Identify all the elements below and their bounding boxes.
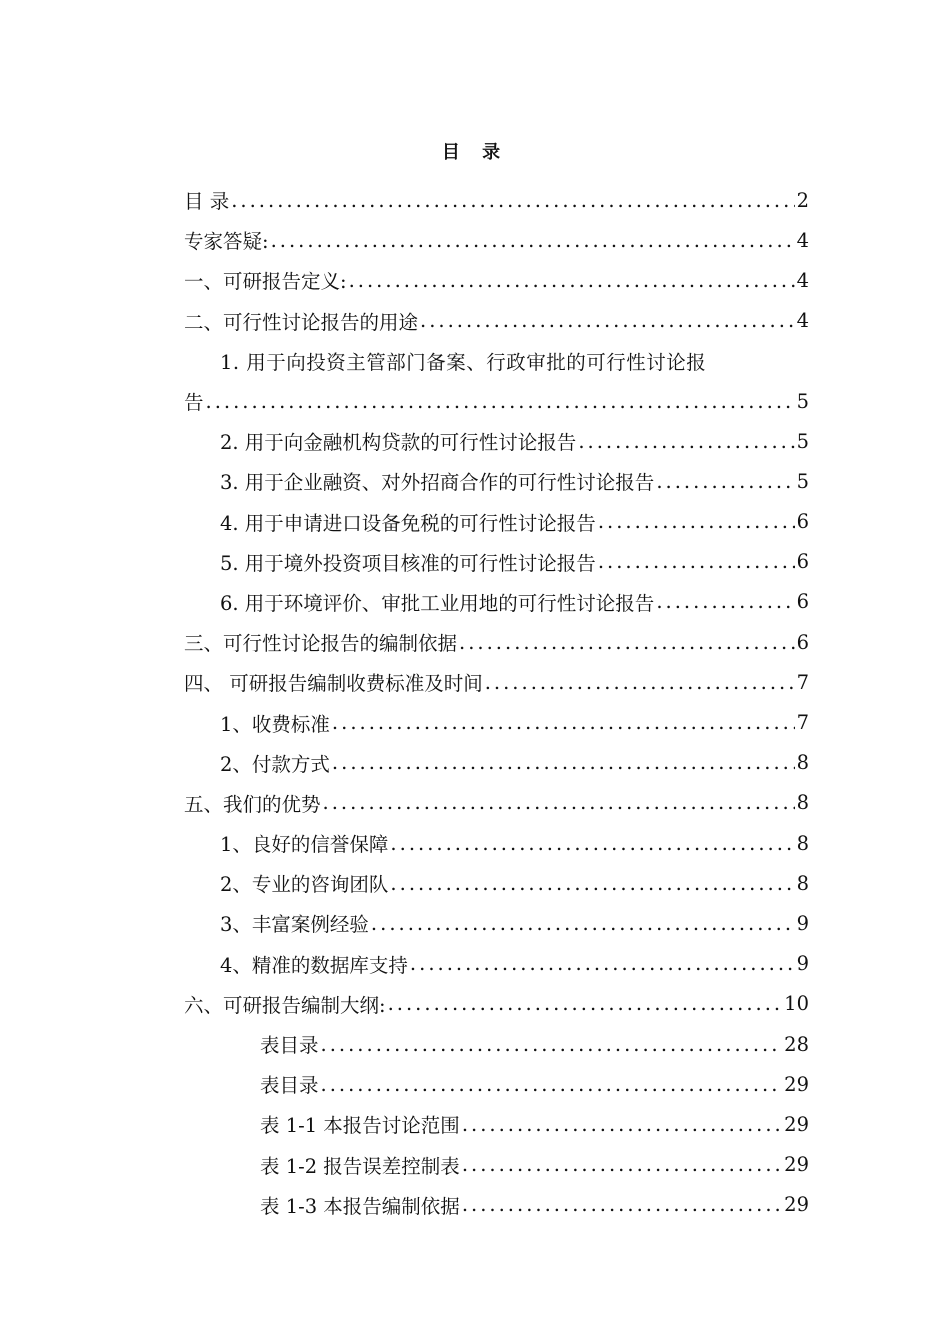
toc-entry[interactable] bbox=[184, 502, 809, 542]
toc-page-number: 4 bbox=[796, 268, 809, 292]
toc-entry[interactable] bbox=[184, 542, 809, 582]
toc-entry-wrapped-line[interactable] bbox=[184, 341, 809, 381]
dot-leader bbox=[390, 832, 794, 855]
dot-leader bbox=[598, 510, 795, 533]
dot-leader bbox=[371, 912, 795, 935]
toc-entry[interactable] bbox=[184, 622, 809, 662]
toc-entry[interactable] bbox=[184, 582, 809, 622]
toc-entry-label: 表 1-3 本报告编制依据 bbox=[260, 1194, 460, 1218]
toc-entry-label: 专家答疑: bbox=[184, 230, 269, 254]
toc-page-number: 29 bbox=[784, 1193, 809, 1217]
toc-page-number: 6 bbox=[796, 550, 809, 574]
toc-entry-label: 告 bbox=[184, 391, 204, 415]
toc-entry-label: 2、付款方式 bbox=[220, 752, 330, 776]
toc-entry-label: 5. 用于境外投资项目核准的可行性讨论报告 bbox=[220, 551, 596, 575]
toc-page-number: 8 bbox=[796, 751, 809, 775]
toc-entry[interactable] bbox=[184, 984, 809, 1024]
toc-entry[interactable] bbox=[184, 1064, 809, 1104]
toc-page-number: 6 bbox=[796, 590, 809, 614]
toc-entry[interactable] bbox=[184, 662, 809, 702]
toc-entry-label: 1、良好的信誉保障 bbox=[220, 833, 389, 857]
dot-leader bbox=[598, 550, 795, 573]
toc-entry-label: 6. 用于环境评价、审批工业用地的可行性讨论报告 bbox=[220, 591, 655, 615]
dot-leader bbox=[321, 1073, 783, 1096]
toc-heading: 目 录 bbox=[441, 142, 509, 163]
dot-leader bbox=[462, 1153, 782, 1176]
dot-leader bbox=[390, 872, 794, 895]
toc-page-number: 2 bbox=[796, 188, 809, 212]
toc-entry[interactable] bbox=[184, 1104, 809, 1144]
toc-entry[interactable] bbox=[184, 783, 809, 823]
toc-entry[interactable] bbox=[184, 260, 809, 300]
toc-page-number: 6 bbox=[796, 510, 809, 534]
toc-entry[interactable] bbox=[184, 823, 809, 863]
toc-entry-label: 一、可研报告定义: bbox=[184, 270, 347, 294]
toc-page-number: 5 bbox=[796, 429, 809, 453]
toc-entry[interactable] bbox=[184, 180, 809, 220]
toc-entry[interactable] bbox=[184, 944, 809, 984]
toc-entry-label: 表目录 bbox=[260, 1034, 319, 1058]
toc-entry-label: 4、精准的数据库支持 bbox=[220, 953, 408, 977]
toc-entry-label: 表目录 bbox=[260, 1074, 319, 1098]
dot-leader bbox=[410, 952, 795, 975]
toc-page-number: 8 bbox=[796, 831, 809, 855]
toc-page-number: 8 bbox=[796, 791, 809, 815]
toc-entry-label: 表 1-1 本报告讨论范围 bbox=[260, 1114, 460, 1138]
toc-page-number: 9 bbox=[796, 952, 809, 976]
toc-page-number: 29 bbox=[784, 1112, 809, 1136]
toc-entry-label: 1、收费标准 bbox=[220, 712, 330, 736]
dot-leader bbox=[578, 430, 794, 453]
dot-leader bbox=[420, 309, 795, 332]
toc-entry[interactable] bbox=[184, 702, 809, 742]
toc-entry[interactable] bbox=[184, 903, 809, 943]
toc-page-number: 29 bbox=[784, 1072, 809, 1096]
toc-entry-label: 2、专业的咨询团队 bbox=[220, 873, 389, 897]
dot-leader bbox=[332, 711, 795, 734]
toc-entry-label: 2. 用于向金融机构贷款的可行性讨论报告 bbox=[220, 431, 577, 455]
toc-page-number: 5 bbox=[796, 389, 809, 413]
toc-entry[interactable] bbox=[184, 381, 809, 421]
dot-leader bbox=[462, 1193, 782, 1216]
dot-leader bbox=[388, 992, 783, 1015]
toc-page-number: 7 bbox=[796, 711, 809, 735]
toc-entry[interactable] bbox=[184, 1145, 809, 1185]
dot-leader bbox=[321, 1033, 783, 1056]
toc-page-number: 28 bbox=[784, 1032, 809, 1056]
toc-page-number: 4 bbox=[796, 228, 809, 252]
dot-leader bbox=[459, 631, 795, 654]
dot-leader bbox=[323, 791, 795, 814]
dot-leader bbox=[231, 189, 794, 212]
toc-page-number: 7 bbox=[796, 670, 809, 694]
toc-page-number: 5 bbox=[796, 469, 809, 493]
table-of-contents bbox=[184, 180, 809, 1225]
toc-entry-label: 1. 用于向投资主管部门备案、行政审批的可行性讨论报 bbox=[220, 350, 707, 374]
dot-leader bbox=[656, 590, 794, 613]
toc-entry-label: 3、丰富案例经验 bbox=[220, 913, 369, 937]
toc-page-number: 10 bbox=[784, 992, 809, 1016]
toc-entry[interactable] bbox=[184, 220, 809, 260]
dot-leader bbox=[206, 390, 795, 413]
dot-leader bbox=[332, 751, 795, 774]
toc-entry-label: 3. 用于企业融资、对外招商合作的可行性讨论报告 bbox=[220, 471, 655, 495]
toc-entry[interactable] bbox=[184, 461, 809, 501]
toc-entry-label: 五、我们的优势 bbox=[184, 792, 321, 816]
toc-page-number: 4 bbox=[796, 309, 809, 333]
toc-entry-label: 表 1-2 报告误差控制表 bbox=[260, 1154, 460, 1178]
toc-entry-label: 目 录 bbox=[184, 190, 230, 214]
toc-entry-label: 四、 可研报告编制收费标准及时间 bbox=[184, 672, 483, 696]
toc-page-number: 8 bbox=[796, 871, 809, 895]
toc-entry-label: 二、可行性讨论报告的用途 bbox=[184, 310, 419, 334]
toc-entry-label: 4. 用于申请进口设备免税的可行性讨论报告 bbox=[220, 511, 596, 535]
dot-leader bbox=[485, 671, 795, 694]
toc-entry[interactable] bbox=[184, 1024, 809, 1064]
toc-entry[interactable] bbox=[184, 1185, 809, 1225]
dot-leader bbox=[349, 269, 795, 292]
dot-leader bbox=[462, 1113, 782, 1136]
toc-entry[interactable] bbox=[184, 421, 809, 461]
dot-leader bbox=[271, 229, 795, 252]
dot-leader bbox=[656, 470, 794, 493]
toc-entry[interactable] bbox=[184, 743, 809, 783]
toc-entry-label: 三、可行性讨论报告的编制依据 bbox=[184, 632, 458, 656]
toc-entry[interactable] bbox=[184, 301, 809, 341]
toc-page-number: 6 bbox=[796, 630, 809, 654]
toc-page-number: 29 bbox=[784, 1153, 809, 1177]
toc-page-number: 9 bbox=[796, 911, 809, 935]
toc-entry[interactable] bbox=[184, 863, 809, 903]
toc-entry-label: 六、可研报告编制大纲: bbox=[184, 993, 386, 1017]
